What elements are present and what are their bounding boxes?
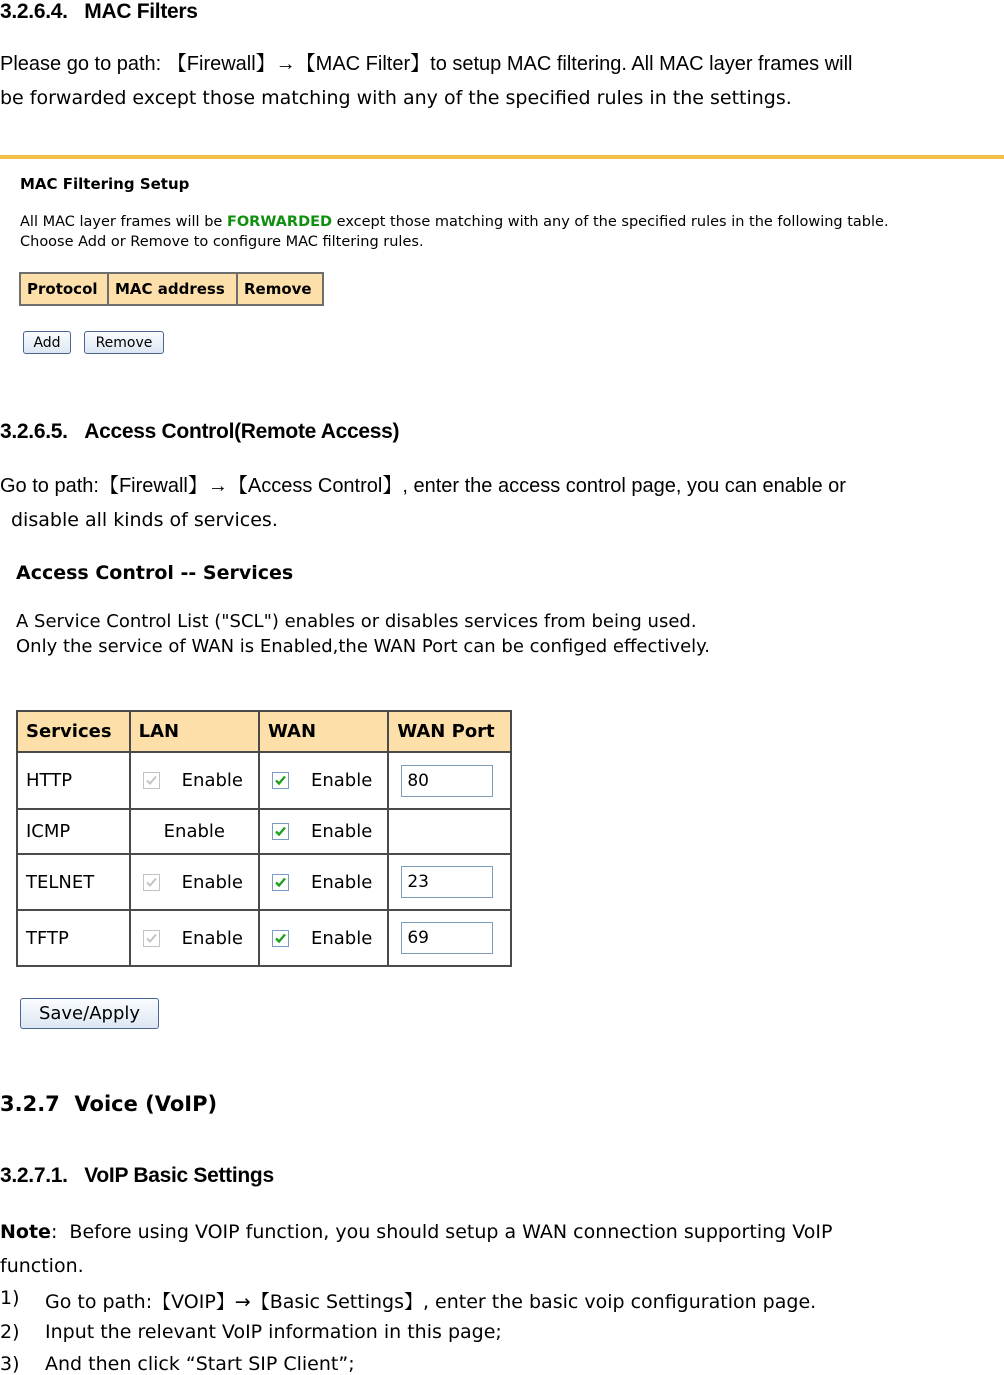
access-control-services-title: Access Control -- Services [16, 562, 294, 584]
wan-enable-checkbox[interactable] [272, 930, 289, 947]
step-text: Input the relevant VoIP information in this page; [45, 1321, 502, 1343]
wan-port-input[interactable]: 80 [401, 765, 493, 797]
wan-cell [259, 854, 388, 910]
wan-port-input[interactable]: 23 [401, 866, 493, 898]
table-row [17, 910, 511, 966]
wan-port-cell [388, 854, 511, 910]
table-row [17, 752, 511, 809]
wan-cell [259, 910, 388, 966]
lan-enable-label: Enable [181, 770, 243, 792]
services-table [16, 710, 512, 967]
access-para-line1 [0, 469, 846, 503]
note-line1 [0, 1215, 832, 1249]
scl-desc-line1: A Service Control List ("SCL") enables or disables services from being used. [16, 611, 697, 632]
list-item [0, 1353, 20, 1375]
remove-button[interactable]: Remove [84, 331, 164, 354]
step-number: 1) [0, 1287, 20, 1309]
mac-desc-post: except those matching with any of the specified rules in the following table. [332, 214, 889, 230]
mac-desc-line1 [20, 214, 889, 230]
wan-enable-checkbox[interactable] [272, 823, 289, 840]
access-control-heading: 3.2.6.5. Access Control(Remote Access) [0, 420, 400, 443]
access-para-line2: disable all kinds of services. [11, 509, 278, 531]
lan-cell [130, 854, 259, 910]
lan-enable-label: Enable [181, 871, 243, 893]
service-name: TFTP [17, 910, 130, 966]
service-name: TELNET [17, 854, 130, 910]
mac-filters-para-line2: be forwarded except those matching with any of the specified rules in the settings. [0, 87, 792, 109]
table-row [17, 809, 511, 854]
step-number: 3) [0, 1353, 20, 1375]
note-text: : Before using VOIP function, you should setup a WAN connection supporting VoIP [50, 1221, 833, 1243]
mac-desc-pre: All MAC layer frames will be [20, 214, 227, 230]
add-button[interactable]: Add [23, 331, 71, 354]
mac-desc-line2: Choose Add or Remove to configure MAC filtering rules. [20, 234, 424, 250]
mac-filters-heading: 3.2.6.4. MAC Filters [0, 0, 198, 23]
save-apply-button[interactable]: Save/Apply [20, 998, 159, 1029]
table-row [17, 854, 511, 910]
wan-port-cell [388, 910, 511, 966]
col-lan: LAN [130, 711, 259, 752]
voice-heading: 3.2.7 Voice (VoIP) [0, 1092, 218, 1116]
wan-port-cell-empty [388, 809, 511, 854]
step-number: 2) [0, 1321, 20, 1343]
wan-cell [259, 809, 388, 854]
lan-enable-label: Enable [181, 927, 243, 949]
scl-desc-line2: Only the service of WAN is Enabled,the WAN Port can be configed effectively. [16, 636, 710, 657]
access-path-text: Go to path:【Firewall】→【Access Control】, enter the access control page, you can enable or [0, 475, 846, 497]
services-table-header [17, 711, 511, 752]
list-item [0, 1321, 20, 1343]
col-protocol: Protocol [20, 273, 108, 305]
lan-cell [130, 752, 259, 809]
col-wan-port: WAN Port [388, 711, 511, 752]
step-text: Go to path:【VOIP】→【Basic Settings】, enter the basic voip configuration page. [45, 1291, 817, 1313]
note-line2: function. [0, 1255, 84, 1277]
wan-port-cell [388, 752, 511, 809]
mac-path-text-cont: to setup MAC filtering. All MAC layer frames will [430, 53, 853, 75]
wan-enable-checkbox[interactable] [272, 874, 289, 891]
wan-enable-label: Enable [310, 821, 373, 843]
lan-enable-checkbox[interactable] [143, 930, 160, 947]
wan-enable-label: Enable [310, 927, 373, 949]
voip-basic-heading: 3.2.7.1. VoIP Basic Settings [0, 1164, 274, 1187]
forwarded-highlight: FORWARDED [226, 214, 333, 230]
mac-filtering-setup-title: MAC Filtering Setup [20, 175, 190, 193]
lan-cell [130, 910, 259, 966]
mac-screenshot-accent-bar [0, 155, 1004, 159]
mac-filter-table-header [20, 273, 323, 305]
service-name: HTTP [17, 752, 130, 809]
service-name: ICMP [17, 809, 130, 854]
wan-cell [259, 752, 388, 809]
col-wan: WAN [259, 711, 388, 752]
step-text: And then click “Start SIP Client”; [45, 1353, 355, 1375]
note-label: Note [0, 1221, 51, 1243]
col-remove: Remove [237, 273, 323, 305]
wan-enable-label: Enable [310, 770, 373, 792]
col-mac-address: MAC address [108, 273, 237, 305]
list-item [0, 1287, 20, 1309]
wan-port-input[interactable]: 69 [401, 922, 493, 954]
mac-filters-para-line1 [0, 47, 852, 81]
mac-path-text: Please go to path: 【Firewall】→【MAC Filter】 [0, 53, 431, 75]
wan-enable-label: Enable [310, 871, 373, 893]
lan-enable-checkbox[interactable] [143, 772, 160, 789]
wan-enable-checkbox[interactable] [272, 772, 289, 789]
mac-filter-table [19, 272, 324, 306]
col-services: Services [17, 711, 130, 752]
lan-enable-checkbox[interactable] [143, 874, 160, 891]
lan-enable-text: Enable [130, 809, 259, 854]
